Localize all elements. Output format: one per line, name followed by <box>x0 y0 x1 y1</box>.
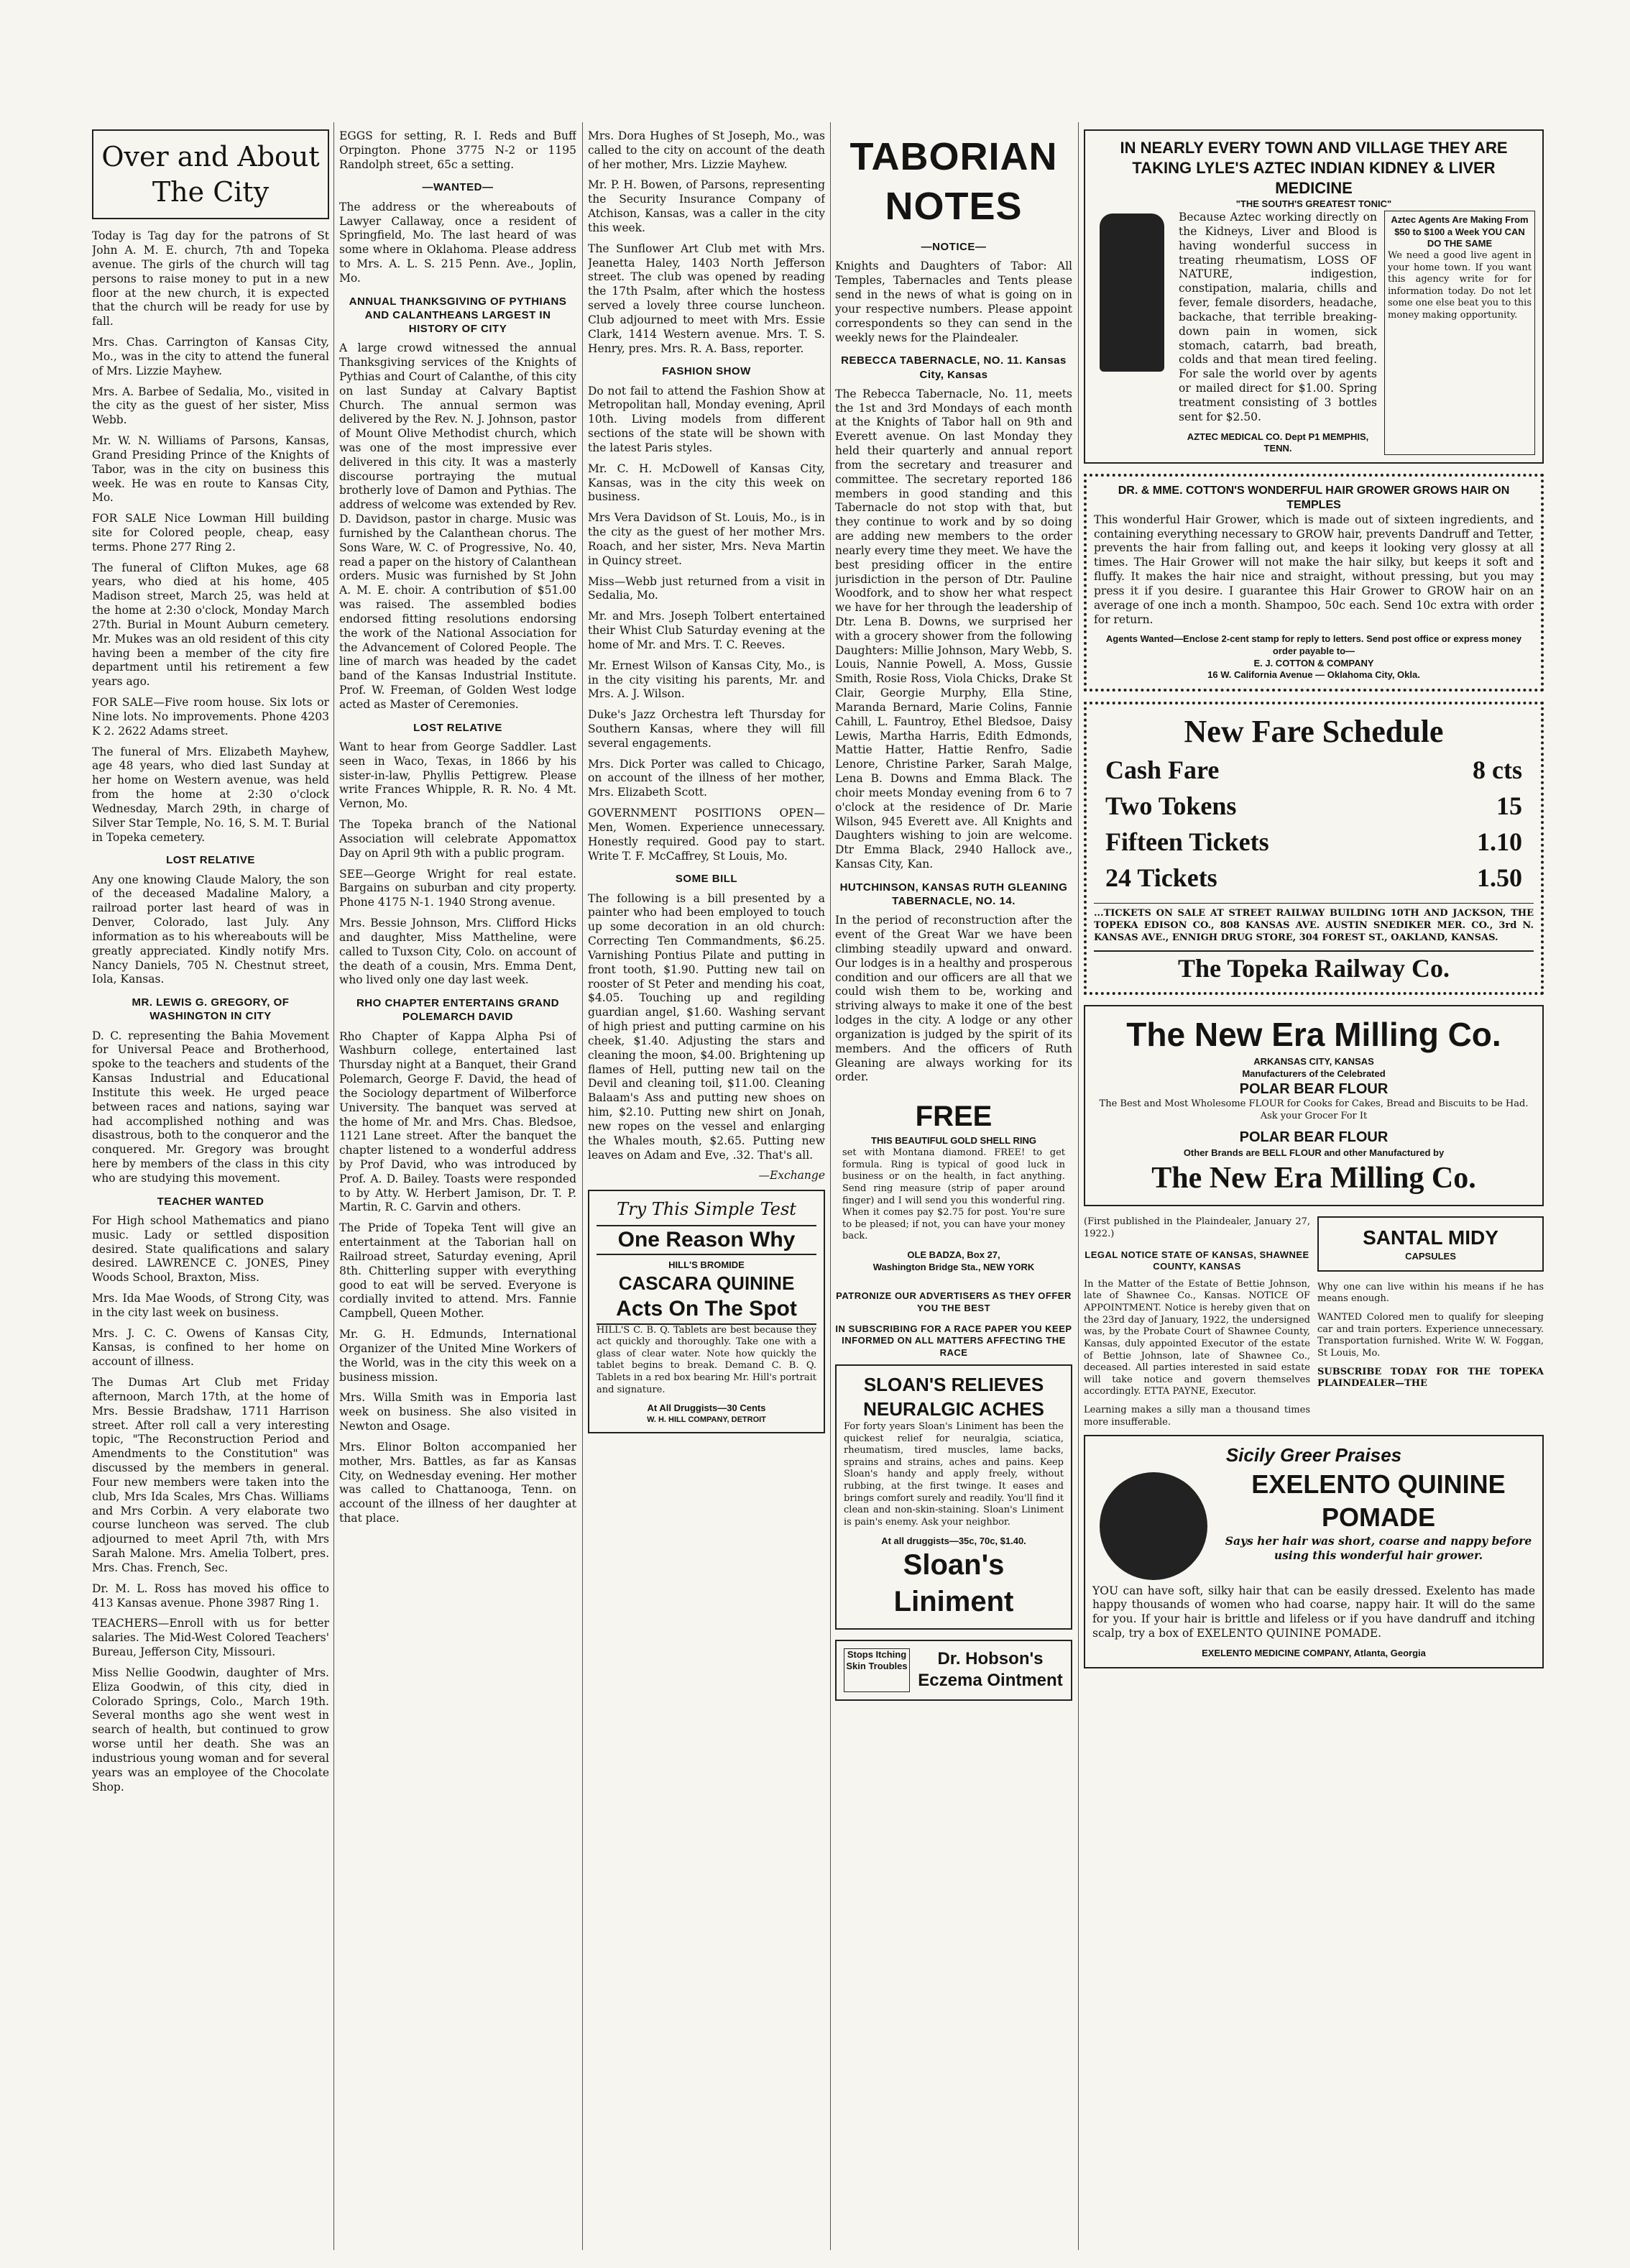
headline: LOST RELATIVE <box>166 854 255 867</box>
ad-headline: New Fare Schedule <box>1184 713 1444 749</box>
fare-schedule-ad <box>1084 702 1544 996</box>
news-item: Mrs. Willa Smith was in Emporia last week on business. She also visited in Newton and Osage. <box>339 1391 576 1433</box>
ad-subhead: CAPSULES <box>1405 1251 1456 1262</box>
section-title-taborian-notes: TABORIAN NOTES <box>849 135 1058 229</box>
headline: LEGAL NOTICE STATE OF KANSAS, SHAWNEE COUNTY, KANSAS <box>1085 1249 1309 1272</box>
legal-pub-note: (First published in the Plaindealer, January 27, 1922.) <box>1084 1216 1310 1239</box>
headline: TEACHER WANTED <box>157 1195 264 1208</box>
column-3 <box>588 129 825 2250</box>
news-item: Mrs. Dora Hughes of St Joseph, Mo., was called to the city on account of the death of her mother, Mrs. Lizzie Mayhew. <box>588 129 825 171</box>
article-body: A large crowd witnessed the annual Thanksgiving services of the Knights of Pythias and Court of Calanthe, of this city on last Sunday at Calvary Baptist Church. The annual sermon was delivered by the Rev. N. J. Johnson, pastor of Mount Olive Methodist church, which was one of the most impressive ever delivered in this city. It was a masterly discourse portraying the mutual brotherly love of Damon and Pythias. The address of welcome was extended by Rev. D. Davidson, pastor in charge. Music was furnished by the Calanthean chorus. The Sons Ware, W. C. of Progressive, No. 40, read a paper on the history of Calanthean orders. Music was furnished by St John A. M. E. choir. A contribution of $51.00 was raised. The assembled bodies endorsed fitting resolutions endorsing the work of the National Association for the Advancement of Colored People. The line of march was headed by the cadet band of the Kansas Industrial Institute. Prof. W. Freeman, of Golden West lodge acted as Master of Ceremonies. <box>339 341 576 711</box>
free-ring-ad <box>835 1091 1072 1280</box>
news-item: Mrs. A. Barbee of Sedalia, Mo., visited in the city as the guest of her sister, Miss Webb. <box>92 385 329 427</box>
article-body: The following is a bill presented by a painter who had been employed to touch up some decoration in an old church: Correcting Ten Commandments, $6.25. Varnishing Pontius Pilate and putting in front tooth, $1.90. Putting new tail on rooster of St Peter and mending his coat, $4.05. Touching up and regilding guardian angel, $1.60. Washing servant of high priest and putting carmine on his cheek, $1.40. Adjusting the stars and cleaning the moon, $4.00. Brightening up flames of Hell, putting new tail on the Devil and cleaning toil, $11.00. Cleaning Balaam's Ass and putting new shoes on him, $2.10. Putting new shirt on Jonah, new ropes on the vessel and enlarging the Whales mouth, $2.65. Putting new leaves on Adam and Eve, .32. That's all. <box>588 891 825 1162</box>
ad-company: The Topeka Railway Co. <box>1094 950 1534 985</box>
ad-headline: NEURALGIC ACHES <box>863 1397 1044 1420</box>
ad-body: We need a good live agent in your home town. If you want this agency write for for information today. Do not let some one else beat you to this money making opportunity. <box>1388 249 1532 321</box>
sloans-liniment-ad <box>835 1364 1072 1629</box>
ad-location: ARKANSAS CITY, KANSAS <box>1253 1056 1374 1068</box>
credit-line: —Exchange <box>758 1169 825 1183</box>
house-notice: PATRONIZE OUR ADVERTISERS AS THEY OFFER YOU THE BEST <box>836 1290 1072 1313</box>
ad-note: Other Brands are BELL FLOUR and other Manufactured by <box>1183 1147 1445 1158</box>
news-item: Miss—Webb just returned from a visit in Sedalia, Mo. <box>588 574 825 602</box>
milling-co-ad <box>1084 1005 1544 1206</box>
column-rule <box>333 122 334 2250</box>
news-item: TEACHERS—Enroll with us for better salaries. The Mid-West Colored Teachers' Bureau, Jefferson City, Missouri. <box>92 1617 329 1659</box>
fare-row <box>1094 860 1534 896</box>
headline: MR. LEWIS G. GREGORY, OF WASHINGTON IN CITY <box>132 996 290 1023</box>
article-body: Rho Chapter of Kappa Alpha Psi of Washburn college, entertained last Thursday night at a Banquet, their Grand Polemarch, George F. David, the head of the Sociology department of Wilberforce University. The banquet was served at the home of Mr. and Mrs. Chas. Bledsoe, 1121 Lane street. After the banquet the chapter listened to a wonderful address by Prof David, who was introduced by Prof. A. D. Bailey. Toasts were responded to by Atty. W. Herbert Jamison, Dr. T. P. Martin, R. C. Garvin and others. <box>339 1029 576 1214</box>
aztec-medicine-ad <box>1084 129 1544 464</box>
news-item: Mrs Vera Davidson of St. Louis, Mo., is in the city as the guest of her mother Mrs. Roach, and her sister, Mrs. Neva Martin in Quincy street. <box>588 511 825 567</box>
ad-tagline: Stops Itching Skin Troubles <box>844 1648 910 1692</box>
fare-value: 1.50 <box>1477 863 1522 893</box>
fare-row <box>1094 788 1534 824</box>
ad-body: HILL'S C. B. Q. Tablets are best because they act quickly and thoroughly. Take one with a glass of clear water. Note how quickly the tablet begins to break. Demand C. B. Q. Tablets in a red box bearing Mr. Hill's portrait and signature. <box>597 1324 816 1395</box>
filler-quote: Learning makes a silly man a thousand times more insufferable. <box>1084 1405 1310 1428</box>
news-item: Mrs. J. C. C. Owens of Kansas City, Kansas, is confined to her home on account of illness. <box>92 1326 329 1369</box>
headline: ANNUAL THANKSGIVING OF PYTHIANS AND CALANTHEANS LARGEST IN HISTORY OF CITY <box>349 295 567 336</box>
article-body: Knights and Daughters of Tabor: All Temples, Tabernacles and Tents please send in the news of what is going on in your respective numbers. Please appoint correspondents so they can send in the weekly news for the Plaindealer. <box>835 260 1072 344</box>
news-item: The Topeka branch of the National Association will celebrate Appomattox Day on April 9th with a public program. <box>339 818 576 860</box>
news-item: SEE—George Wright for real estate. Bargains on suburban and city property. Phone 4175 N-1. 1940 Strong avenue. <box>339 867 576 909</box>
ad-brand: POMADE <box>1321 1502 1435 1532</box>
flour-brand: POLAR BEAR FLOUR <box>1239 1080 1389 1097</box>
ad-title: One Reason Why <box>597 1225 816 1255</box>
portrait-illustration <box>1100 1472 1207 1580</box>
fare-label: Two Tokens <box>1105 791 1237 821</box>
ad-headline: DR. & MME. COTTON'S WONDERFUL HAIR GROWER GROWS HAIR ON TEMPLES <box>1118 484 1510 512</box>
legal-and-santal-row <box>1084 1216 1544 1435</box>
news-item: FOR SALE Nice Lowman Hill building site for Colored people, cheap, easy terms. Phone 277 Ring 2. <box>92 512 329 554</box>
news-item: The funeral of Mrs. Elizabeth Mayhew, age 48 years, who died last Sunday at her home on Western avenue, was held from the home at 2:30 o'clock Wednesday, March 29th, in charge of Silver Star Temple, No. 16, S. M. T. Burial in Topeka cemetery. <box>92 745 329 844</box>
fare-table <box>1094 752 1534 896</box>
news-item: Dr. M. L. Ross has moved his office to 413 Kansas avenue. Phone 3987 Ring 1. <box>92 1581 329 1610</box>
fare-value: 1.10 <box>1477 827 1522 857</box>
column-rule <box>582 122 583 2250</box>
classified-ad: EGGS for setting, R. I. Reds and Buff Orpington. Phone 3775 N-2 or 1195 Randolph street, 65c a setting. <box>339 129 576 171</box>
ad-body: The Best and Most Wholesome FLOUR for Cooks for Cakes, Bread and Biscuits to be Had. Ask your Grocer For It <box>1099 1098 1529 1121</box>
headline: SOME BILL <box>675 873 738 886</box>
ad-address: OLE BADZA, Box 27, <box>907 1249 1000 1261</box>
fare-row <box>1094 752 1534 788</box>
news-item: Mrs. Elinor Bolton accompanied her mother, Mrs. Battles, as far as Kansas City, on Wednesday evening. Her mother was called to Chattanooga, Tenn. on account of the illness of her daughter at that place. <box>339 1440 576 1525</box>
ad-tagline: Sicily Greer Praises <box>1225 1444 1402 1466</box>
santal-midy-ad <box>1317 1216 1544 1271</box>
column-5 <box>1084 129 1544 2250</box>
ad-brand: Sloan's Liniment <box>893 1549 1014 1618</box>
headline: HUTCHINSON, KANSAS RUTH GLEANING TABERNACLE, NO. 14. <box>839 881 1068 908</box>
headline: —WANTED— <box>422 181 494 194</box>
ad-company: The New Era Milling Co. <box>1151 1161 1476 1195</box>
news-item: Mr. W. N. Williams of Parsons, Kansas, Grand Presiding Prince of the Knights of Tabor, was in the city on business this week. He was en route to Kansas City, Mo. <box>92 434 329 505</box>
article-body: For High school Mathematics and piano music. Lady or settled disposition desired. State qualifications and salary desired. LAWRENCE C. JONES, Piney Woods School, Braxton, Miss. <box>92 1213 329 1285</box>
news-item: The Sunflower Art Club met with Mrs. Jeanetta Haley, 1403 North Jefferson street. The club was opened by reading the 17th Psalm, after which the hostess served a lovely three course luncheon. Club adjourned to meet with Mrs. Essie Clark, 1414 Western avenue. Mrs. T. S. Henry, pres. Mrs. R. A. Bass, reporter. <box>588 242 825 355</box>
ad-note: Agents Wanted—Enclose 2-cent stamp for reply to letters. Send post office or express money order payable to— <box>1105 633 1522 656</box>
ad-brand: Dr. Hobson's Eczema Ointment <box>918 1648 1063 1691</box>
news-item: Mr. G. H. Edmunds, International Organizer of the United Mine Workers of the World, was in the city this week on a business mission. <box>339 1328 576 1384</box>
news-item: Mr. P. H. Bowen, of Parsons, representing the Security Insurance Company of Atchison, Kansas, was a caller in the city this week. <box>588 178 825 234</box>
ad-subhead: Manufacturers of the Celebrated <box>1242 1068 1386 1079</box>
headline: LOST RELATIVE <box>413 721 502 734</box>
fare-label: 24 Tickets <box>1105 863 1217 893</box>
ad-headline: SLOAN'S RELIEVES <box>863 1374 1044 1396</box>
article-body: Want to hear from George Saddler. Last seen in Waco, Texas, in 1866 by his sister-in-law, Phyllis Pettigrew. Please write Frances Whipple, R. R. No. 4 Mt. Vernon, Mo. <box>339 740 576 811</box>
medicine-bottle-illustration <box>1100 214 1164 372</box>
headline: —NOTICE— <box>921 241 987 254</box>
fare-row <box>1094 824 1534 860</box>
news-item: GOVERNMENT POSITIONS OPEN—Men, Women. Experience unnecessary. Honestly required. Good pay to start. Write T. F. McCaffrey, St Louis, Mo. <box>588 807 825 863</box>
fare-value: 8 cts <box>1473 756 1522 785</box>
ad-address: Washington Bridge Sta., NEW YORK <box>872 1261 1035 1272</box>
news-item: Mrs. Chas. Carrington of Kansas City, Mo., was in the city to attend the funeral of Mrs. Lizzie Mayhew. <box>92 336 329 377</box>
ad-body: Because Aztec working directly on the Kidneys, Liver and Blood is having wonderful success in treating rheumatism, LOSS OF NATURE, indigestion, constipation, malaria, chills and fever, female disorders, headache, backache, that terrible breaking-down pain in women, sick stomach, catarrh, bad breath, colds and that mean tired feeling. For sale the world over by agents or mailed direct for $1.00. Spring treatment consisting of 3 bottles sent for $2.50. <box>1179 211 1377 423</box>
news-item: The Pride of Topeka Tent will give an entertainment at the Taborian hall on Railroad street, Saturday evening, April 8th. Chitterling supper with everything good to eat will be served. Everyone is cordially invited to attend. Mrs. Fannie Campbell, Queen Mother. <box>339 1221 576 1321</box>
ad-subhead: Aztec Agents Are Making From $50 to $100 a Week YOU CAN DO THE SAME <box>1391 214 1529 249</box>
column-rule <box>830 122 831 2250</box>
ad-tagline: "THE SOUTH'S GREATEST TONIC" <box>1235 198 1392 210</box>
news-item: Mr. Ernest Wilson of Kansas City, Mo., is in the city visiting his parents, Mr. and Mrs. A. J. Wilson. <box>588 658 825 701</box>
ad-headline: IN NEARLY EVERY TOWN AND VILLAGE THEY ARE TAKING LYLE'S AZTEC INDIAN KIDNEY & LIVER MEDICINE <box>1120 139 1508 198</box>
article-body: Any one knowing Claude Malory, the son of the deceased Madaline Malory, a railroad porter last heard of was in Denver, Colorado, last July. Any information as to his whereabouts will be greatly appreciated. Kindly notify Mrs. Nancy Daniels, 705 N. Chestnut street, Iola, Kansas. <box>92 873 329 986</box>
article-body: The address or the whereabouts of Lawyer Callaway, once a resident of Springfield, Mo. The last heard of was some where in Oklahoma. Please address to Mrs. A. L. S. 215 Penn. Ave., Joplin, Mo. <box>339 200 576 285</box>
news-item: Miss Nellie Goodwin, daughter of Mrs. Eliza Goodwin, of this city, died in Colorado Springs, Colo., March 19th. Several months ago she went west in search of health, but continued to grow worse until her death. She was an industrious young woman and for several years was an employee of the Chocolate Shop. <box>92 1666 329 1794</box>
legal-notice: In the Matter of the Estate of Bettie Johnson, late of Shawnee Co., Kansas. NOTICE OF APPOINTMENT. Notice is hereby given that on the 23rd day of January, 1922, the undersigned was, by the Probate Court of Shawnee County, Kansas, duly appointed Executor of the estate of Bettie Johnson, late of Shawnee Co., deceased. All parties interested in said estate will take notice and govern themselves accordingly. ETTA PAYNE, Executor. <box>1084 1278 1310 1397</box>
cotton-hair-grower-ad <box>1084 474 1544 692</box>
news-item: Mrs. Bessie Johnson, Mrs. Clifford Hicks and daughter, Miss Mattheline, were called to Tuxson City, Colo. on account of the death of a cousin, Mrs. Emma Dent, who lived only one day last week. <box>339 917 576 987</box>
ad-quote: Says her hair was short, coarse and nappy before using this wonderful hair grower. <box>1225 1533 1532 1562</box>
news-item: The Dumas Art Club met Friday afternoon, March 17th, at the home of Mrs. Bessie Bradshaw, 1711 Harrison street. After roll call a very interesting topic, "The Reconstruction Period and Amendments to the Constitution" was discussed by the members in general. Four new members were taken into the club, Mrs Ida Scales, Mrs Chas. Williams and Mrs Corbin. A very elaborate two course luncheon was served. The club adjourned to meet April 7th, with Mrs Sarah Malone. Mrs. Amelia Tolbert, pres. Mrs. Chas. French, Sec. <box>92 1376 329 1574</box>
news-item: Mr. C. H. McDowell of Kansas City, Kansas, was in the city this week on business. <box>588 462 825 504</box>
ad-headline: The New Era Milling Co. <box>1126 1016 1501 1054</box>
news-item: Duke's Jazz Orchestra left Thursday for Southern Kansas, where they will fill several engagements. <box>588 708 825 750</box>
fare-label: Cash Fare <box>1105 756 1220 785</box>
ad-address: 16 W. California Avenue — Oklahoma City, Okla. <box>1207 669 1420 681</box>
article-body: Do not fail to attend the Fashion Show at Metropolitan hall, Monday evening, April 10th. Living models from different sections of the state will be shown with the latest Paris styles. <box>588 384 825 454</box>
cascara-quinine-ad <box>588 1190 825 1433</box>
column-rule <box>1078 122 1079 2250</box>
news-item: Mr. and Mrs. Joseph Tolbert entertained their Whist Club Saturday evening at the home of Mr. and Mrs. T. C. Reeves. <box>588 610 825 651</box>
news-item: Mrs. Ida Mae Woods, of Strong City, was in the city last week on business. <box>92 1292 329 1319</box>
ad-headline: FREE <box>915 1101 993 1133</box>
news-item: Mrs. Dick Porter was called to Chicago, on account of the illness of her mother, Mrs. Elizabeth Scott. <box>588 757 825 799</box>
headline: REBECCA TABERNACLE, NO. 11. Kansas City, Kansas <box>841 354 1067 381</box>
article-body: The Rebecca Tabernacle, No. 11, meets the 1st and 3rd Mondays of each month at the Knights of Tabor hall on 9th and Everett avenue. On last Monday they held their quarterly and annual report from the secretary and treasurer and committee. The secretary reported 186 members in good standing and this Tabernacle do not stop with that, but they continue to work and by so doing are adding new members to the order nearly every time they meet. We have the best presiding officer in the entire jurisdiction in the person of Dtr. Pauline Woodfork, and to show her what respect we have for her through the leadership of Dtr. Lena B. Downs, we surprised her with a grocery shower from the following Daughters: Millie Johnson, Mary Webb, S. Louis, Nannie Powell, A. Moss, Gussie Smith, Rosie Ross, Viola Chicks, Drake St Clair, Georgie Murphy, Ella Stine, Maranda Bernard, Marie Colins, Fannie Cahill, L. Fauntroy, Ethel Bledsoe, Daisy Lewis, Martha Harris, Edith Edmonds, Mattie Hatter, Hattie Renfro, Sadie Lenore, Christine Parker, Sarah Malge, Lena B. Downs and Emma Black. The choir meets Monday evening from 6 to 7 o'clock at the residence of Dr. Marie Wilson, 945 Everett ave. All Knights and Daughters wishing to join are welcome. Dtr Emma Black, 2940 Hallock ave., Kansas City, Kan. <box>835 387 1072 871</box>
ad-title: Acts On The Spot <box>597 1295 816 1324</box>
ad-body: YOU can have soft, silky hair that can be easily dressed. Exelento has made happy thousands of women who had coarse, nappy hair. It will do the same for you. If your hair is brittle and lifeless or if you have dandruff and itching scalp, try a box of EXELENTO QUININE POMADE. <box>1092 1584 1535 1640</box>
news-item: Today is Tag day for the patrons of St John A. M. E. church, 7th and Topeka avenue. The girls of the church will tag persons to raise money to put in a new floor at the new church, it is expected that the church will be ready for use by fall. <box>92 229 329 329</box>
ad-company: W. H. HILL COMPANY, DETROIT <box>647 1415 766 1424</box>
news-item: The funeral of Clifton Mukes, age 68 years, who died at his home, 405 Madison street, March 25, was held at the home at 2:30 o'clock, Monday March 27th. Burial in Mount Auburn cemetery. Mr. Mukes was an old resident of this city having been a member of the city fire department until his retirement a few years ago. <box>92 561 329 689</box>
headline: FASHION SHOW <box>662 365 751 378</box>
column-2 <box>339 129 576 2250</box>
filler-quote: Why one can live within his means if he has means enough. <box>1317 1281 1544 1305</box>
ad-note: ...TICKETS ON SALE AT STREET RAILWAY BUILDING 10TH AND JACKSON, THE TOPEKA EDISON CO., 808 KANSAS AVE. AUSTIN SNEDIKER MER. CO., 3rd N. KANSAS AVE., ENNIGH DRUG STORE, 304 FOREST ST., OAKLAND, KANSAS. <box>1094 903 1534 944</box>
headline: RHO CHAPTER ENTERTAINS GRAND POLEMARCH DAVID <box>356 997 560 1024</box>
classified-ad: WANTED Colored men to qualify for sleeping car and train porters. Experience unnecessary. Transportation furnished. Write W. W. Foggan, St Louis, Mo. <box>1317 1312 1544 1359</box>
news-item: FOR SALE—Five room house. Six lots or Nine lots. No improvements. Phone 4203 K 2. 2622 Adams street. <box>92 696 329 738</box>
ad-brand: SANTAL MIDY <box>1363 1226 1498 1249</box>
fare-value: 15 <box>1496 791 1522 821</box>
ad-body: This wonderful Hair Grower, which is made out of sixteen ingredients, and containing everything necessary to GROW hair, prevents Dandruff and Tetter, prevents the hair from falling out, and keeps it looking very glossy at all times. The Hair Grower will not make the hair silky, but keeps it soft and fluffy. It makes the hair nice and straight, without pressing, but you may press it if you desire. I guarantee this Hair Grower to GROW hair on an average of one inch a month. Shampoo, 50c each. Send 10c extra with order for return. <box>1094 513 1534 626</box>
house-notice: SUBSCRIBE TODAY FOR THE TOPEKA PLAINDEALER—THE <box>1317 1366 1544 1390</box>
ad-company: EXELENTO MEDICINE COMPANY, Atlanta, Georgia <box>1202 1647 1426 1658</box>
hobsons-ointment-ad <box>835 1640 1072 1701</box>
flour-brand: POLAR BEAR FLOUR <box>1239 1129 1389 1146</box>
ad-brand: CASCARA QUININE <box>618 1272 795 1294</box>
article-body: In the period of reconstruction after the event of the Great War we have been climbing steadily upward and onward. Our lodges is in a healthy and prosperous condition and our officers are all that we could wish them to be, working and striving always to make it one of the best lodges in the city. A lodge or any other organization is judged by the spirit of its members. And the officers of Ruth Gleaning are always working for its order. <box>835 914 1072 1084</box>
column-4 <box>835 129 1072 2250</box>
ad-company: AZTEC MEDICAL CO. Dept P1 MEMPHIS, TENN. <box>1187 431 1369 454</box>
ad-price: At All Druggists—30 Cents <box>647 1402 766 1414</box>
ad-subhead: THIS BEAUTIFUL GOLD SHELL RING <box>871 1135 1036 1147</box>
house-notice: IN SUBSCRIBING FOR A RACE PAPER YOU KEEP INFORMED ON ALL MATTERS AFFECTING THE RACE <box>835 1323 1072 1358</box>
ad-body: set with Montana diamond. FREE! to get formula. Ring is typical of good luck in business or on the health, in fact anything. Send ring measure (strip of paper around finger) and I will send you this wonderful ring. When it comes pay $2.75 for post. You're sure to be pleased; if not, you can have your money back. <box>842 1147 1065 1242</box>
column-1 <box>92 129 329 2250</box>
ad-price: At all druggists—35c, 70c, $1.40. <box>881 1535 1026 1546</box>
section-title-over-and-about: Over and About The City <box>92 129 329 219</box>
ad-brand: EXELENTO QUININE <box>1251 1469 1506 1499</box>
exelento-pomade-ad <box>1084 1435 1544 1668</box>
article-body: D. C. representing the Bahia Movement for Universal Peace and Brotherhood, spoke to the teachers and students of the Kansas Industrial and Educational Institute this week. He urged peace between races and nations, saying war had accomplished nothing and was disastrous, both to the conqueror and the conquered. Mr. Gregory was brought here by members of the class in this city who are studying this movement. <box>92 1029 329 1185</box>
ad-subbrand: HILL'S BROMIDE <box>668 1259 745 1271</box>
ad-body: For forty years Sloan's Liniment has been the quickest relief for neuralgia, sciatica, rheumatism, tired muscles, lame backs, sprains and strains, aches and pains. Keep Sloan's handy and apply freely, without rubbing, at the first twinge. It eases and brings comfort surely and readily. You'll find it clean and non-skin-staining. Sloan's Liniment is pain's enemy. Ask your neighbor. <box>844 1420 1064 1528</box>
ad-tagline: Try This Simple Test <box>617 1199 796 1220</box>
ad-company: E. J. COTTON & COMPANY <box>1253 657 1374 669</box>
fare-label: Fifteen Tickets <box>1105 827 1269 857</box>
